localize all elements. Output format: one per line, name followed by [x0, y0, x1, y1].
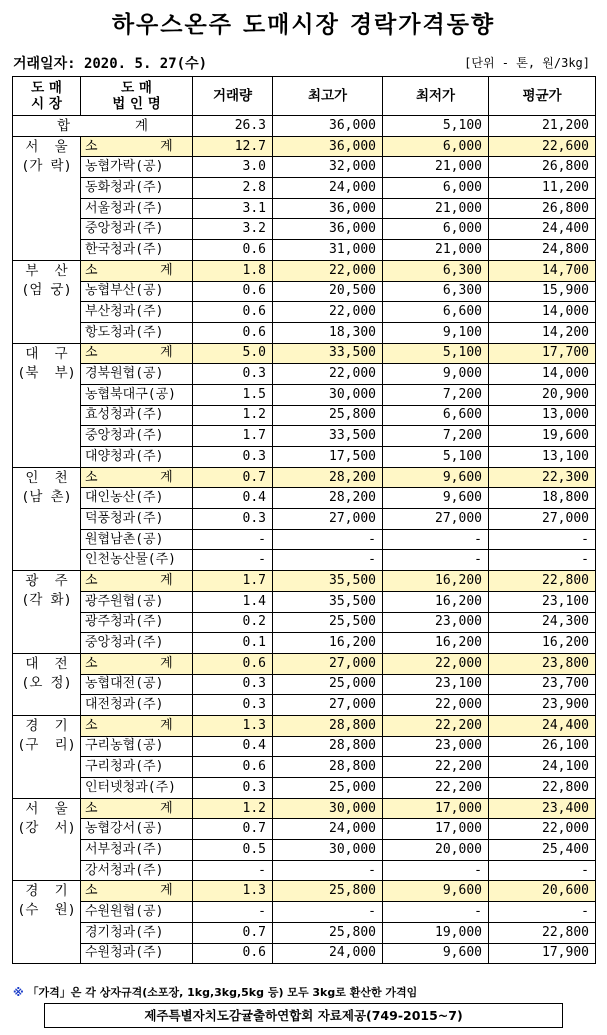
market-city: 부 산 — [25, 262, 68, 279]
market-city: 인 천 — [25, 469, 68, 486]
min-price-cell: 21,000 — [383, 240, 489, 261]
corp-name: 구리청과(주) — [81, 757, 193, 778]
volume-cell: 0.5 — [193, 840, 273, 861]
subtotal-min: 9,600 — [383, 467, 489, 488]
corp-name: 동화청과(주) — [81, 178, 193, 199]
subtotal-max: 27,000 — [273, 653, 383, 674]
market-city: 서 울 — [25, 800, 68, 817]
table-row — [13, 633, 596, 654]
volume-cell: - — [193, 550, 273, 571]
max-price-cell: 25,800 — [273, 405, 383, 426]
table-row — [13, 240, 596, 261]
max-price-cell: 22,000 — [273, 364, 383, 385]
volume-cell: 0.1 — [193, 633, 273, 654]
avg-price-cell: 26,100 — [489, 736, 596, 757]
max-price-cell: - — [273, 550, 383, 571]
table-row — [13, 819, 596, 840]
market-city: 경 기 — [25, 883, 68, 900]
min-price-cell: - — [383, 550, 489, 571]
grand-total-row — [13, 116, 596, 137]
max-price-cell: 27,000 — [273, 695, 383, 716]
subtotal-min: 5,100 — [383, 343, 489, 364]
avg-price-cell: 26,800 — [489, 198, 596, 219]
volume-cell: 0.3 — [193, 509, 273, 530]
max-price-cell: 24,000 — [273, 178, 383, 199]
max-price-cell: 20,500 — [273, 281, 383, 302]
avg-price-cell: 25,400 — [489, 840, 596, 861]
avg-price-cell: 22,000 — [489, 819, 596, 840]
corp-name: 효성청과(주) — [81, 405, 193, 426]
max-price-cell: 33,500 — [273, 426, 383, 447]
max-price-cell: 24,000 — [273, 943, 383, 964]
table-row — [13, 612, 596, 633]
min-price-cell: - — [383, 529, 489, 550]
volume-cell: 0.3 — [193, 695, 273, 716]
market-name — [13, 881, 81, 964]
market-district: (오 정) — [21, 674, 72, 691]
subtotal-volume: 1.8 — [193, 260, 273, 281]
subtotal-avg: 23,400 — [489, 798, 596, 819]
max-price-cell: - — [273, 529, 383, 550]
subtotal-max: 28,200 — [273, 467, 383, 488]
min-price-cell: 22,200 — [383, 778, 489, 799]
subtotal-volume: 0.7 — [193, 467, 273, 488]
max-price-cell: 30,000 — [273, 840, 383, 861]
corp-name: 중앙청과(주) — [81, 633, 193, 654]
corp-name: 광주청과(주) — [81, 612, 193, 633]
corp-name: 대양청과(주) — [81, 447, 193, 468]
subtotal-row — [13, 798, 596, 819]
max-price-cell: 22,000 — [273, 302, 383, 323]
max-price-cell: 24,000 — [273, 819, 383, 840]
subtotal-row — [13, 467, 596, 488]
avg-price-cell: 24,300 — [489, 612, 596, 633]
min-price-cell: - — [383, 902, 489, 923]
avg-price-cell: 17,900 — [489, 943, 596, 964]
volume-cell: 0.6 — [193, 240, 273, 261]
corp-name: 중앙청과(주) — [81, 426, 193, 447]
avg-price-cell: 15,900 — [489, 281, 596, 302]
table-row — [13, 860, 596, 881]
table-row — [13, 198, 596, 219]
volume-cell: 0.3 — [193, 674, 273, 695]
min-price-cell: 6,600 — [383, 405, 489, 426]
avg-price-cell: 23,900 — [489, 695, 596, 716]
avg-price-cell: 23,700 — [489, 674, 596, 695]
header-max-price: 최고가 — [273, 77, 383, 116]
corp-name: 농협가락(공) — [81, 157, 193, 178]
max-price-cell: - — [273, 860, 383, 881]
max-price-cell: 30,000 — [273, 384, 383, 405]
subtotal-avg: 22,300 — [489, 467, 596, 488]
subtotal-row — [13, 715, 596, 736]
volume-cell: - — [193, 902, 273, 923]
corp-name: 덕풍청과(주) — [81, 509, 193, 530]
max-price-cell: 28,800 — [273, 736, 383, 757]
market-district: (남 촌) — [21, 488, 72, 505]
corp-name: 수원원협(공) — [81, 902, 193, 923]
min-price-cell: 17,000 — [383, 819, 489, 840]
avg-price-cell: 23,100 — [489, 591, 596, 612]
market-district: (엄 궁) — [21, 281, 72, 298]
subtotal-volume: 0.6 — [193, 653, 273, 674]
corp-name: 대전청과(주) — [81, 695, 193, 716]
table-row — [13, 364, 596, 385]
avg-price-cell: 14,000 — [489, 302, 596, 323]
volume-cell: 0.6 — [193, 302, 273, 323]
table-row — [13, 529, 596, 550]
volume-cell: 0.3 — [193, 778, 273, 799]
table-row — [13, 178, 596, 199]
corp-name: 구리농협(공) — [81, 736, 193, 757]
market-name — [13, 260, 81, 343]
corp-name: 농협대전(공) — [81, 674, 193, 695]
header-corp: 도 매 법 인 명 — [81, 77, 193, 116]
market-name — [13, 798, 81, 881]
corp-name: 중앙청과(주) — [81, 219, 193, 240]
table-row — [13, 674, 596, 695]
table-row — [13, 591, 596, 612]
min-price-cell: 21,000 — [383, 157, 489, 178]
min-price-cell: 5,100 — [383, 447, 489, 468]
avg-price-cell: 11,200 — [489, 178, 596, 199]
table-row — [13, 550, 596, 571]
corp-name: 농협강서(공) — [81, 819, 193, 840]
corp-name: 부산청과(주) — [81, 302, 193, 323]
min-price-cell: 9,600 — [383, 488, 489, 509]
avg-price-cell: 14,200 — [489, 322, 596, 343]
volume-cell: 1.5 — [193, 384, 273, 405]
subtotal-label: 소 계 — [81, 653, 193, 674]
subtotal-label: 소 계 — [81, 136, 193, 157]
subtotal-label: 소 계 — [81, 260, 193, 281]
market-city: 대 전 — [25, 655, 68, 672]
avg-price-cell: 24,400 — [489, 219, 596, 240]
corp-name: 한국청과(주) — [81, 240, 193, 261]
subtotal-avg: 20,600 — [489, 881, 596, 902]
volume-cell: 3.0 — [193, 157, 273, 178]
min-price-cell: 6,000 — [383, 219, 489, 240]
avg-price-cell: 13,000 — [489, 405, 596, 426]
subtotal-avg: 17,700 — [489, 343, 596, 364]
subtotal-volume: 1.2 — [193, 798, 273, 819]
table-row — [13, 281, 596, 302]
subtotal-max: 33,500 — [273, 343, 383, 364]
avg-price-cell: 26,800 — [489, 157, 596, 178]
avg-price-cell: - — [489, 860, 596, 881]
volume-cell: 0.3 — [193, 364, 273, 385]
table-row — [13, 943, 596, 964]
grand-total-volume: 26.3 — [193, 116, 273, 137]
min-price-cell: 9,000 — [383, 364, 489, 385]
corp-name: 인천농산물(주) — [81, 550, 193, 571]
max-price-cell: 28,800 — [273, 757, 383, 778]
volume-cell: 0.6 — [193, 757, 273, 778]
max-price-cell: 17,500 — [273, 447, 383, 468]
min-price-cell: 19,000 — [383, 922, 489, 943]
volume-cell: 0.6 — [193, 943, 273, 964]
subtotal-row — [13, 343, 596, 364]
subtotal-label: 소 계 — [81, 571, 193, 592]
min-price-cell: 20,000 — [383, 840, 489, 861]
corp-name: 서울청과(주) — [81, 198, 193, 219]
header-market: 도 매 시 장 — [13, 77, 81, 116]
table-row — [13, 902, 596, 923]
subtotal-row — [13, 571, 596, 592]
subtotal-min: 17,000 — [383, 798, 489, 819]
footnote-mark: ※ — [13, 986, 24, 999]
min-price-cell: 23,000 — [383, 612, 489, 633]
avg-price-cell: 19,600 — [489, 426, 596, 447]
subtotal-avg: 22,800 — [489, 571, 596, 592]
avg-price-cell: 27,000 — [489, 509, 596, 530]
corp-name: 경북원협(공) — [81, 364, 193, 385]
market-district: (가 락) — [21, 157, 72, 174]
volume-cell: 0.2 — [193, 612, 273, 633]
subtotal-max: 28,800 — [273, 715, 383, 736]
subtotal-avg: 14,700 — [489, 260, 596, 281]
subtotal-min: 9,600 — [383, 881, 489, 902]
table-row — [13, 219, 596, 240]
subtotal-max: 22,000 — [273, 260, 383, 281]
market-name — [13, 653, 81, 715]
table-row — [13, 840, 596, 861]
min-price-cell: 7,200 — [383, 426, 489, 447]
table-row — [13, 757, 596, 778]
market-city: 광 주 — [25, 573, 68, 590]
max-price-cell: 32,000 — [273, 157, 383, 178]
max-price-cell: 25,000 — [273, 674, 383, 695]
grand-total-label: 합 계 — [13, 116, 193, 137]
max-price-cell: 16,200 — [273, 633, 383, 654]
min-price-cell: 6,600 — [383, 302, 489, 323]
avg-price-cell: 16,200 — [489, 633, 596, 654]
volume-cell: 0.6 — [193, 281, 273, 302]
volume-cell: 0.6 — [193, 322, 273, 343]
page-title: 하우스온주 도매시장 경락가격동향 — [111, 12, 496, 38]
corp-name: 광주원협(공) — [81, 591, 193, 612]
corp-name: 항도청과(주) — [81, 322, 193, 343]
min-price-cell: 21,000 — [383, 198, 489, 219]
grand-total-min: 5,100 — [383, 116, 489, 137]
subtotal-row — [13, 653, 596, 674]
min-price-cell: 22,200 — [383, 757, 489, 778]
min-price-cell: 16,200 — [383, 591, 489, 612]
min-price-cell: 6,300 — [383, 281, 489, 302]
market-district: (수 원) — [17, 902, 76, 919]
corp-name: 수원청과(주) — [81, 943, 193, 964]
subtotal-volume: 1.3 — [193, 881, 273, 902]
corp-name: 서부청과(주) — [81, 840, 193, 861]
table-row — [13, 778, 596, 799]
min-price-cell: 6,000 — [383, 178, 489, 199]
corp-name: 원협남촌(공) — [81, 529, 193, 550]
table-row — [13, 322, 596, 343]
avg-price-cell: 24,100 — [489, 757, 596, 778]
max-price-cell: 28,200 — [273, 488, 383, 509]
avg-price-cell: 22,800 — [489, 778, 596, 799]
subtotal-max: 25,800 — [273, 881, 383, 902]
header-min-price: 최저가 — [383, 77, 489, 116]
max-price-cell: 27,000 — [273, 509, 383, 530]
corp-name: 대인농산(주) — [81, 488, 193, 509]
subtotal-min: 22,000 — [383, 653, 489, 674]
header-avg-price: 평균가 — [489, 77, 596, 116]
volume-cell: 0.7 — [193, 922, 273, 943]
table-row — [13, 384, 596, 405]
trade-date: 거래일자: 2020. 5. 27(수) — [13, 56, 208, 72]
grand-total-max: 36,000 — [273, 116, 383, 137]
footnote — [13, 984, 417, 1000]
volume-cell: 1.7 — [193, 426, 273, 447]
table-row — [13, 426, 596, 447]
header-volume: 거래량 — [193, 77, 273, 116]
subtotal-volume: 5.0 — [193, 343, 273, 364]
max-price-cell: 31,000 — [273, 240, 383, 261]
corp-name: 강서청과(주) — [81, 860, 193, 881]
subtotal-max: 35,500 — [273, 571, 383, 592]
subtotal-avg: 23,800 — [489, 653, 596, 674]
market-city: 대 구 — [25, 345, 68, 362]
volume-cell: 3.1 — [193, 198, 273, 219]
table-row — [13, 302, 596, 323]
avg-price-cell: 20,900 — [489, 384, 596, 405]
subtotal-row — [13, 260, 596, 281]
market-name — [13, 136, 81, 260]
market-name — [13, 467, 81, 570]
corp-name: 경기청과(주) — [81, 922, 193, 943]
subtotal-label: 소 계 — [81, 798, 193, 819]
max-price-cell: 36,000 — [273, 219, 383, 240]
market-name — [13, 715, 81, 798]
source-box: 제주특별자치도감귤출하연합회 자료제공(749-2015~7) — [44, 1003, 563, 1028]
subtotal-volume: 12.7 — [193, 136, 273, 157]
subtotal-volume: 1.7 — [193, 571, 273, 592]
volume-cell: 2.8 — [193, 178, 273, 199]
table-row — [13, 488, 596, 509]
avg-price-cell: - — [489, 529, 596, 550]
subtotal-max: 30,000 — [273, 798, 383, 819]
min-price-cell: 7,200 — [383, 384, 489, 405]
avg-price-cell: 18,800 — [489, 488, 596, 509]
subtotal-label: 소 계 — [81, 467, 193, 488]
market-district: (구 리) — [17, 736, 76, 753]
subtotal-label: 소 계 — [81, 881, 193, 902]
market-district: (각 화) — [21, 592, 72, 609]
subtotal-label: 소 계 — [81, 715, 193, 736]
min-price-cell: - — [383, 860, 489, 881]
subtotal-min: 6,300 — [383, 260, 489, 281]
min-price-cell: 9,600 — [383, 943, 489, 964]
min-price-cell: 23,000 — [383, 736, 489, 757]
min-price-cell: 9,100 — [383, 322, 489, 343]
table-row — [13, 509, 596, 530]
corp-name: 인터넷청과(주) — [81, 778, 193, 799]
subtotal-avg: 24,400 — [489, 715, 596, 736]
max-price-cell: - — [273, 902, 383, 923]
table-row — [13, 405, 596, 426]
max-price-cell: 25,000 — [273, 778, 383, 799]
min-price-cell: 23,100 — [383, 674, 489, 695]
market-district: (북 부) — [17, 364, 76, 381]
table-row — [13, 447, 596, 468]
volume-cell: - — [193, 860, 273, 881]
table-row — [13, 922, 596, 943]
footnote-text: 「가격」은 각 상자규격(소포장, 1kg,3kg,5kg 등) 모두 3kg로 환산한 가격임 — [23, 986, 418, 999]
subtotal-min: 6,000 — [383, 136, 489, 157]
market-name — [13, 343, 81, 467]
table-row — [13, 736, 596, 757]
price-table — [12, 76, 596, 964]
subtotal-min: 22,200 — [383, 715, 489, 736]
subtotal-label: 소 계 — [81, 343, 193, 364]
market-city: 경 기 — [25, 717, 68, 734]
volume-cell: 0.3 — [193, 447, 273, 468]
grand-total-avg: 21,200 — [489, 116, 596, 137]
unit-note: [단위 - 톤, 원/3kg] — [464, 56, 590, 70]
header-row — [13, 77, 596, 116]
max-price-cell: 36,000 — [273, 198, 383, 219]
market-city: 서 울 — [25, 138, 68, 155]
volume-cell: - — [193, 529, 273, 550]
market-name — [13, 571, 81, 654]
subtotal-volume: 1.3 — [193, 715, 273, 736]
max-price-cell: 25,800 — [273, 922, 383, 943]
subtotal-row — [13, 136, 596, 157]
volume-cell: 1.2 — [193, 405, 273, 426]
subtotal-avg: 22,600 — [489, 136, 596, 157]
table-row — [13, 695, 596, 716]
max-price-cell: 18,300 — [273, 322, 383, 343]
subtotal-min: 16,200 — [383, 571, 489, 592]
market-district: (강 서) — [17, 819, 76, 836]
volume-cell: 0.7 — [193, 819, 273, 840]
subtotal-row — [13, 881, 596, 902]
table-row — [13, 157, 596, 178]
max-price-cell: 35,500 — [273, 591, 383, 612]
max-price-cell: 25,500 — [273, 612, 383, 633]
avg-price-cell: - — [489, 902, 596, 923]
avg-price-cell: 14,000 — [489, 364, 596, 385]
min-price-cell: 22,000 — [383, 695, 489, 716]
volume-cell: 0.4 — [193, 736, 273, 757]
avg-price-cell: 24,800 — [489, 240, 596, 261]
volume-cell: 3.2 — [193, 219, 273, 240]
avg-price-cell: 22,800 — [489, 922, 596, 943]
volume-cell: 0.4 — [193, 488, 273, 509]
subtotal-max: 36,000 — [273, 136, 383, 157]
table-body — [13, 116, 596, 964]
avg-price-cell: - — [489, 550, 596, 571]
min-price-cell: 16,200 — [383, 633, 489, 654]
corp-name: 농협부산(공) — [81, 281, 193, 302]
avg-price-cell: 13,100 — [489, 447, 596, 468]
volume-cell: 1.4 — [193, 591, 273, 612]
corp-name: 농협북대구(공) — [81, 384, 193, 405]
min-price-cell: 27,000 — [383, 509, 489, 530]
